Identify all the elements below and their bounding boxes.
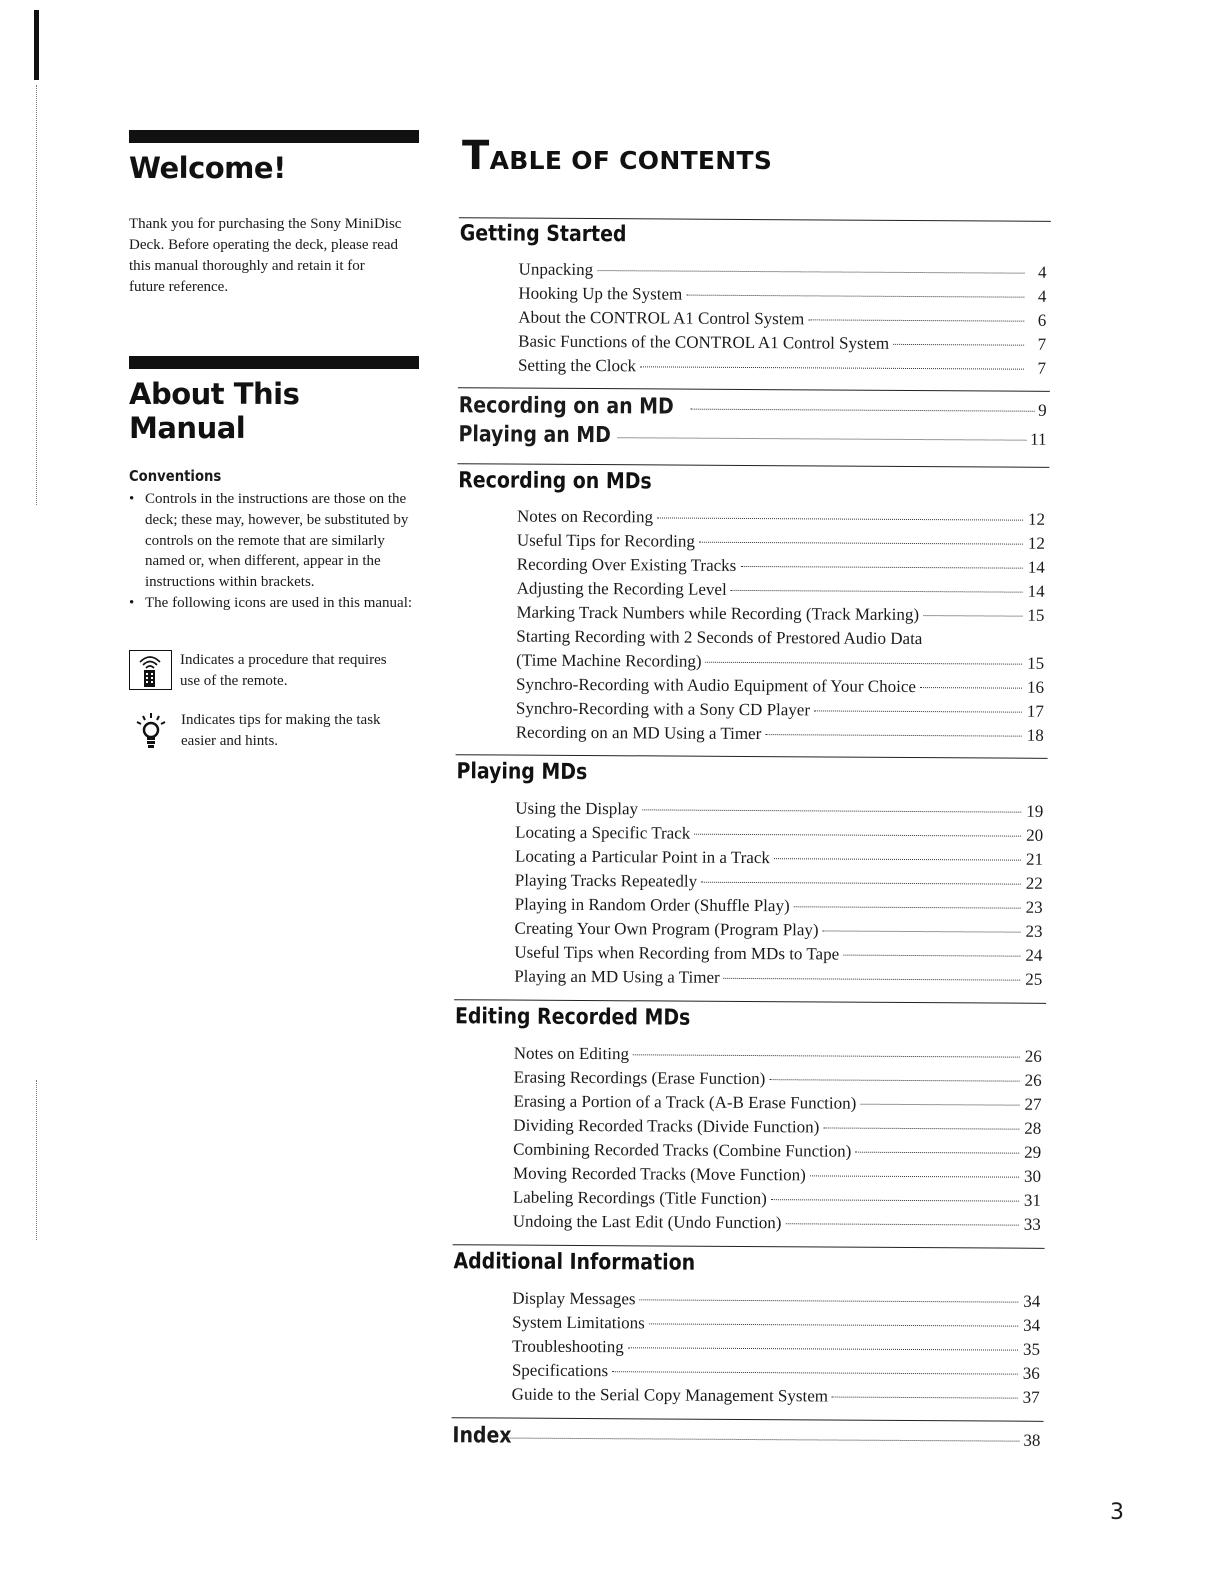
toc-entry[interactable] [515,845,1043,872]
toc-entry-label: Unpacking [518,259,594,280]
toc-entry-page: 12 [1027,509,1046,529]
toc-entry[interactable] [518,258,1046,285]
toc-entry-page: 22 [1025,873,1043,893]
toc-entry-label: Marking Track Numbers while Recording (Track Marking) [516,602,920,625]
toc-entry-page: 14 [1027,557,1045,577]
toc-entry-page: 6 [1037,310,1047,330]
toc-entry-page: 36 [1022,1363,1040,1383]
toc-entry-label: Useful Tips for Recording [516,530,696,551]
toc-entry-page: 15 [1027,605,1045,625]
dot-leader [785,1223,1018,1225]
toc-entry[interactable] [513,1186,1041,1213]
conventions-bullet-text: Controls in the instructions are those on the deck; these may, however, be substituted by controls on the remote that are similarly named or, when different, appear in the instructions within brackets. [145,491,409,591]
section-rule [458,387,1050,392]
toc-entry-label: Playing an MD [458,422,611,449]
welcome-text: Thank you for purchasing the Sony MiniDisc Deck. Before operating the deck, please read this manual thoroughly and retain it for future reference. [129,216,402,295]
dot-leader [503,1438,1019,1442]
dot-leader [701,882,1021,885]
toc-entry-page: 24 [1025,945,1043,965]
toc-entry[interactable] [512,1359,1040,1386]
dot-leader [920,687,1022,689]
toc-entry-label: Starting Recording with 2 Seconds of Prestored Audio Data [516,626,923,649]
toc-entry-page: 25 [1025,969,1043,989]
toc-entry[interactable] [514,1066,1042,1093]
toc-entry[interactable] [518,306,1046,333]
dot-leader [691,409,1035,412]
section-heading-editing-recorded-mds: Editing Recorded MDs [454,1004,691,1031]
toc-entry-page: 7 [1037,334,1047,354]
section-heading-playing-mds: Playing MDs [456,759,588,786]
toc-entry[interactable] [513,1210,1041,1237]
toc-entry-label: Synchro-Recording with a Sony CD Player [515,698,811,720]
toc-entry[interactable] [515,821,1043,848]
toc-entry[interactable] [517,553,1045,580]
toc-entry-page: 29 [1024,1142,1042,1162]
dot-leader [642,809,1021,812]
toc-entry-page: 19 [1026,801,1044,821]
toc-entry-page: 9 [1038,400,1047,420]
toc-entry-label: (Time Machine Recording) [516,650,702,671]
toc-entry-page: 4 [1038,262,1047,282]
toc-entry-playing-an-md[interactable] [458,422,1046,451]
toc-entry-page: 12 [1027,533,1045,553]
toc-entry[interactable] [518,282,1046,309]
toc-entry[interactable] [512,1335,1040,1362]
toc-entry-label: Recording Over Existing Tracks [516,554,737,575]
toc-entry[interactable] [516,697,1044,724]
toc-entry-page: 26 [1024,1070,1042,1090]
toc-entry[interactable] [513,1114,1041,1141]
toc-entry-label: Useful Tips when Recording from MDs to Tape [514,942,840,964]
toc-entry-page: 34 [1023,1315,1041,1335]
toc-entry-label: System Limitations [512,1312,645,1333]
toc-entry-label: Index [452,1423,512,1449]
dot-leader [657,517,1023,520]
dot-leader [923,615,1022,617]
toc-entry-label: Guide to the Serial Copy Management System [511,1384,829,1406]
toc-entry-page: 34 [1023,1291,1041,1311]
toc-entry-page: 35 [1022,1339,1041,1359]
dot-leader [860,1104,1019,1106]
section-rule [457,463,1049,468]
toc-entry-page: 11 [1030,429,1047,449]
toc-entry[interactable] [518,330,1046,357]
toc-entry-label: Playing Tracks Repeatedly [514,870,698,891]
toc-entry-label: Basic Functions of the CONTROL A1 Control System [518,331,890,353]
toc-entry[interactable] [515,797,1043,824]
toc-entry-label: Recording on an MD Using a Timer [515,722,762,744]
toc-entry[interactable] [517,529,1045,556]
toc-entry-label: Creating Your Own Program (Program Play) [514,918,819,940]
conventions-heading: Conventions [129,467,222,485]
dot-leader [699,542,1023,545]
toc-entry-label: Labeling Recordings (Title Function) [512,1187,767,1209]
toc-title-rest: ABLE OF CONTENTS [489,146,773,175]
dot-leader [612,1371,1018,1374]
toc-entry-page: 16 [1026,677,1045,697]
dot-leader [649,1323,1018,1326]
toc-entry[interactable] [512,1383,1040,1410]
toc-entry-label: Locating a Specific Track [515,822,691,843]
conventions-bullet-text: The following icons are used in this manual: [145,594,413,611]
toc-entry-label: Combining Recorded Tracks (Combine Function) [513,1139,852,1161]
toc-entry-label: Undoing the Last Edit (Undo Function) [512,1211,782,1233]
dot-leader [771,1199,1019,1202]
toc-entry-page: 17 [1026,701,1044,721]
section-heading-recording-on-mds: Recording on MDs [458,468,652,495]
toc-entry-label: Adjusting the Recording Level [516,578,727,599]
section-heading-additional-information: Additional Information [453,1249,696,1276]
toc-entry[interactable] [515,893,1043,920]
dot-leader [628,1347,1018,1350]
toc-entry-label: Recording on an MD [458,393,674,420]
toc-entry[interactable] [513,1090,1041,1117]
toc-entry-page: 23 [1025,921,1043,941]
toc-entry-label: Notes on Recording [517,506,654,527]
toc-entry-page: 23 [1025,897,1043,917]
toc-entry-page: 37 [1022,1387,1040,1407]
toc-title-initial: T [462,133,490,179]
toc-entry-page: 38 [1023,1430,1041,1450]
toc-entry[interactable] [516,601,1044,628]
dot-leader [769,1079,1019,1082]
toc-entry-page: 20 [1026,825,1044,845]
dot-leader [893,344,1024,346]
toc-entry-page: 30 [1023,1166,1042,1186]
dot-leader [706,662,1023,665]
toc-entry[interactable] [517,505,1045,532]
dot-leader [794,906,1021,908]
dot-leader [694,834,1021,837]
toc-entry[interactable] [514,965,1042,992]
toc-entry-label: Dividing Recorded Tracks (Divide Function) [513,1115,820,1137]
dot-leader [855,1152,1019,1154]
toc-entry-label: Locating a Particular Point in a Track [514,846,770,868]
remote-icon-text: Indicates a procedure that requires use of the remote. [180,652,387,689]
section-rule [454,999,1046,1004]
page-number: 3 [1110,1500,1124,1525]
dot-leader [724,978,1021,981]
toc-entry-label: Display Messages [512,1288,636,1309]
toc-entry-label: Erasing Recordings (Erase Function) [513,1067,766,1089]
bullet-icon: • [129,491,135,507]
dot-leader [633,1054,1020,1057]
toc-entry[interactable] [514,917,1042,944]
toc-entry-index[interactable] [452,1423,1040,1452]
toc-entry-page: 26 [1024,1046,1042,1066]
dot-leader [765,734,1021,737]
toc-entry[interactable] [513,1138,1041,1165]
toc-entry-page: 7 [1037,358,1047,378]
toc-entry-page: 33 [1023,1214,1041,1234]
dot-leader [823,1127,1019,1129]
toc-entry-page: 18 [1026,725,1044,745]
toc-entry-label: Specifications [511,1360,609,1381]
section-rule [456,754,1048,759]
toc-entry-recording-on-an-md[interactable] [459,393,1047,422]
toc-entry[interactable] [517,577,1045,604]
toc-entry-label: Playing in Random Order (Shuffle Play) [514,894,790,916]
toc-entry[interactable] [514,941,1042,968]
bullet-icon: • [129,594,135,611]
dot-leader [731,590,1023,593]
dot-leader [640,1299,1019,1302]
about-heading: About This Manual [129,377,300,445]
dot-leader [814,710,1022,712]
toc-entry[interactable] [516,673,1044,700]
toc-entry-page: 15 [1027,653,1045,673]
dot-leader [843,955,1020,957]
toc-entry-page: 14 [1027,581,1045,601]
dot-leader [640,366,1024,369]
toc-entry-label: Erasing a Portion of a Track (A-B Erase Function) [513,1091,857,1113]
section-rule [453,1244,1045,1249]
toc-entry[interactable] [513,1162,1041,1189]
dot-leader [832,1397,1018,1399]
toc-entry-label: Notes on Editing [513,1043,630,1064]
toc-entry-label: Hooking Up the System [518,283,683,304]
section-heading-getting-started: Getting Started [459,221,627,248]
dot-leader [774,858,1021,861]
toc-entry[interactable] [512,1287,1040,1314]
toc-entry-page: 28 [1024,1118,1042,1138]
toc-entry-label: About the CONTROL A1 Control System [518,307,805,329]
toc-entry-label: Using the Display [515,798,639,819]
dot-leader [740,566,1022,569]
toc-entry-page: 31 [1023,1190,1041,1210]
toc-entry-label: Setting the Clock [517,355,637,376]
dot-leader [597,270,1024,274]
dot-leader [823,930,1021,932]
dot-leader [810,1175,1019,1177]
dot-leader [808,319,1024,321]
toc-entry-label: Playing an MD Using a Timer [514,966,720,987]
toc-entry[interactable] [518,354,1046,381]
toc-entry[interactable] [512,1311,1040,1338]
toc-entry[interactable] [515,869,1043,896]
toc-entry-label: Synchro-Recording with Audio Equipment of Your Choice [515,674,917,697]
toc-entry-page: 4 [1037,286,1047,306]
dot-leader [618,437,1027,440]
toc-entry-label: Troubleshooting [511,1336,624,1357]
toc-entry-page: 27 [1024,1094,1042,1114]
toc-entry-label: Moving Recorded Tracks (Move Function) [512,1163,806,1185]
dot-leader [686,295,1024,298]
welcome-heading: Welcome! [129,151,286,185]
toc-entry[interactable] [516,721,1044,748]
toc-entry[interactable] [516,649,1044,676]
toc-entry[interactable] [516,625,1044,652]
toc-entry-page: 21 [1025,849,1044,869]
section-rule [452,1417,1044,1422]
toc-entry[interactable] [514,1042,1042,1069]
tip-icon-text: Indicates tips for making the task easier and hints. [181,712,381,749]
